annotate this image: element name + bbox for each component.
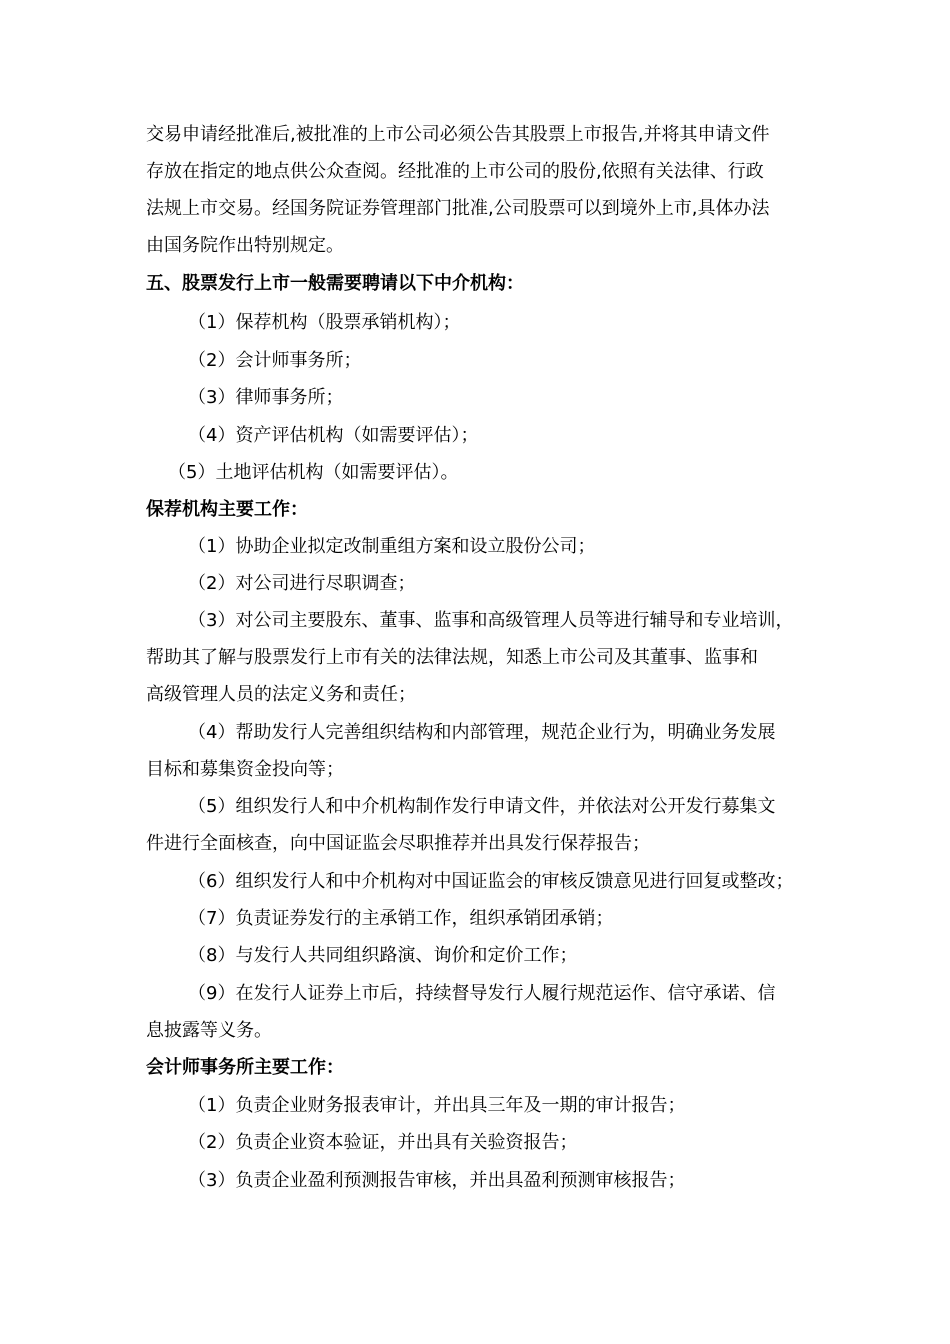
section5-item: （1）保荐机构（股票承销机构）； (188, 312, 461, 333)
sponsor-line: 息披露等义务。 (146, 1020, 272, 1041)
sponsor-line: （9）在发行人证券上市后，持续督导发行人履行规范运作、信守承诺、信 (188, 983, 776, 1004)
intro-line: 存放在指定的地点供公众查阅。经批准的上市公司的股份,依照有关法律、行政 (146, 161, 764, 182)
section5-item: （2）会计师事务所； (188, 350, 362, 371)
sponsor-line: （5）组织发行人和中介机构制作发行申请文件，并依法对公开发行募集文 (188, 796, 776, 817)
sponsor-line: 帮助其了解与股票发行上市有关的法律法规，知悉上市公司及其董事、监事和 (146, 647, 758, 668)
accounting-line: （2）负责企业资本验证，并出具有关验资报告； (188, 1132, 578, 1153)
sponsor-line: （3）对公司主要股东、董事、监事和高级管理人员等进行辅导和专业培训， (188, 610, 794, 631)
sponsor-line: 高级管理人员的法定义务和责任； (146, 684, 416, 705)
sponsor-line: （2）对公司进行尽职调查； (188, 573, 416, 594)
accounting-line: （1）负责企业财务报表审计，并出具三年及一期的审计报告； (188, 1095, 686, 1116)
section5-item: （4）资产评估机构（如需要评估）； (188, 425, 479, 446)
intro-line: 由国务院作出特别规定。 (146, 235, 344, 256)
sponsor-line: 件进行全面核查，向中国证监会尽职推荐并出具发行保荐报告； (146, 833, 650, 854)
section5-heading: 五、股票发行上市一般需要聘请以下中介机构： (146, 273, 524, 294)
sponsor-line: （6）组织发行人和中介机构对中国证监会的审核反馈意见进行回复或整改； (188, 871, 794, 892)
sponsor-line: （4）帮助发行人完善组织结构和内部管理，规范企业行为，明确业务发展 (188, 722, 776, 743)
sponsor-line: 目标和募集资金投向等； (146, 759, 344, 780)
sponsor-line: （1）协助企业拟定改制重组方案和设立股份公司； (188, 536, 596, 557)
sponsor-line: （8）与发行人共同组织路演、询价和定价工作； (188, 945, 578, 966)
sponsor-line: （7）负责证券发行的主承销工作，组织承销团承销； (188, 908, 614, 929)
intro-line: 交易申请经批准后,被批准的上市公司必须公告其股票上市报告,并将其申请文件 (146, 124, 770, 145)
section5-item: （3）律师事务所； (188, 387, 344, 408)
accounting-heading: 会计师事务所主要工作： (146, 1057, 344, 1078)
section5-item: （5）土地评估机构（如需要评估）。 (168, 462, 459, 483)
accounting-line: （3）负责企业盈利预测报告审核，并出具盈利预测审核报告； (188, 1170, 686, 1191)
sponsor-heading: 保荐机构主要工作： (146, 499, 308, 520)
intro-line: 法规上市交易。经国务院证券管理部门批准,公司股票可以到境外上市,具体办法 (146, 198, 770, 219)
